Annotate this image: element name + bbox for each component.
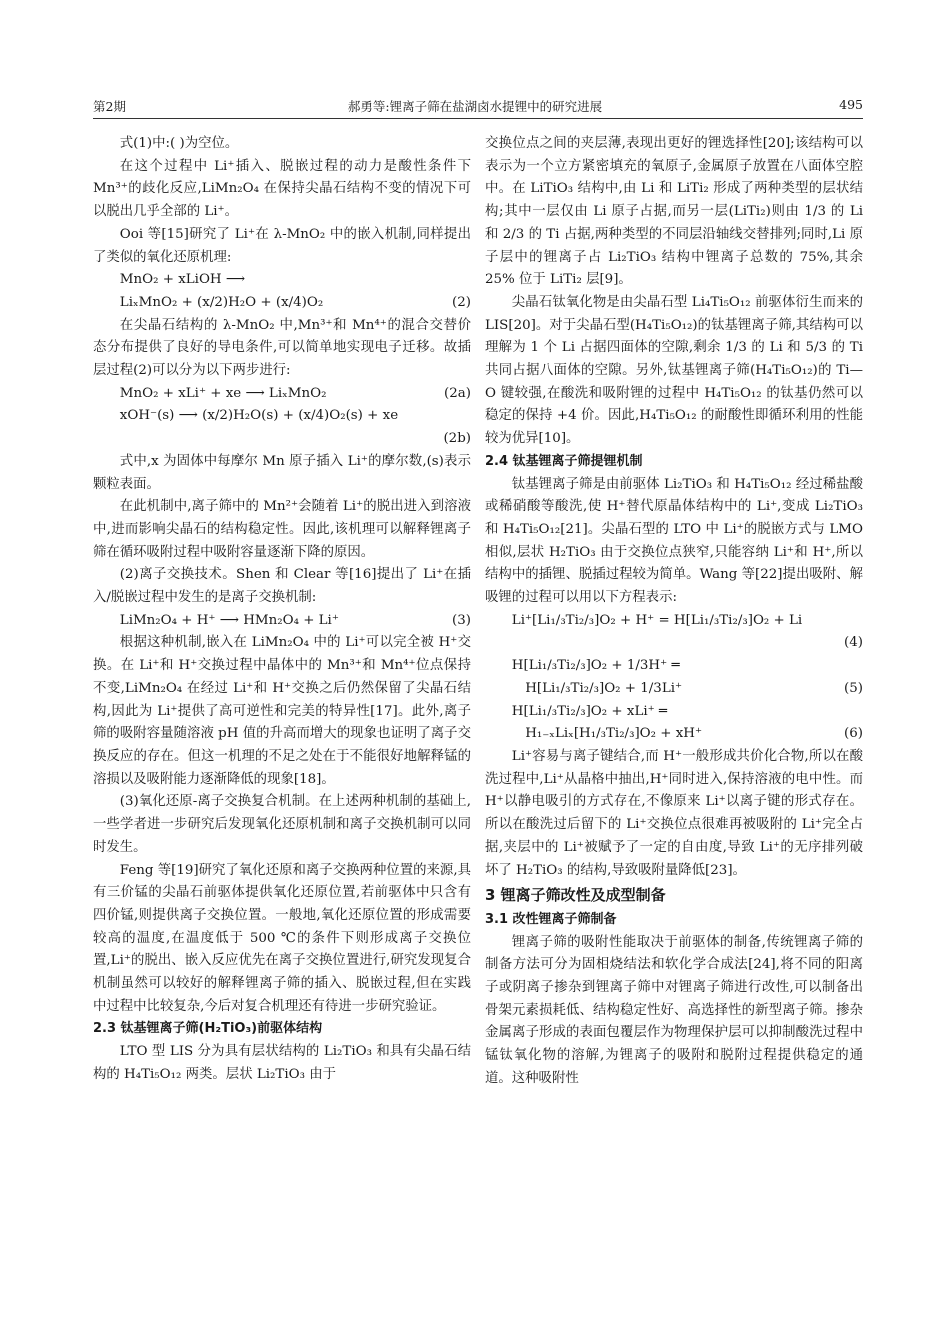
paragraph: Feng 等[19]研究了氧化还原和离子交换两种位置的来源,具有三价锰的尖晶石前驱体提供氧化还原位置,若前驱体中只含有四价锰,则提供离子交换位置。一般地,氧化还原位置的形成需要较高的温度,在温度低于 500 ℃的条件下则形成离子交换位置,Li⁺的脱出、嵌入反应优先在离子交换位置进行,研究发现复合机制虽然可以较好的解释锂离子筛的插入、脱嵌过程,但在实践中过程中比较复杂,今后对复合机理还有待进一步研究验证。 bbox=[93, 862, 471, 1014]
header-rule bbox=[93, 118, 863, 119]
paragraph: 尖晶石钛氧化物是由尖晶石型 Li₄Ti₅O₁₂ 前驱体衍生而来的 LIS[20]。对于尖晶石型(H₄Ti₅O₁₂)的钛基锂离子筛,其结构可以理解为 1 个 Li 占据四面体的空隙,剩余 1/3 的 Li 和 5/3 的 Ti 共同占据八面体的空隙。另外,钛基锂离子筛(H₄Ti₅O₁₂)的 Ti—O 键较强,在酸洗和吸附锂的过程中 H₄Ti₅O₁₂ 的钛基仍然可以稳定的保持 +4 价。因此,H₄Ti₅O₁₂ 的耐酸性即循环利用的性能较为优异[10]。 bbox=[485, 294, 863, 447]
paragraph: 在这个过程中 Li⁺插入、脱嵌过程的动力是酸性条件下 Mn³⁺的歧化反应,LiMn₂O₄ 在保持尖晶石结构不变的情况下可以脱出几乎全部的 Li⁺。 bbox=[93, 158, 471, 220]
equation-4: Li⁺[Li₁/₃Ti₂/₃]O₂ + H⁺ = H[Li₁/₃Ti₂/₃]O₂ + Li bbox=[511, 612, 803, 628]
paragraph: 交换位点之间的夹层薄,表现出更好的锂选择性[20];该结构可以表示为一个立方紧密填充的氧原子,金属原子放置在八面体空腔中。在 LiTiO₃ 结构中,由 Li 和 LiTi₂ 形成了两种类型的层状结构;其中一层仅由 Li 原子占据,而另一层(LiTi₂)则由 1/3 的 Li 和 2/3 的 Ti 占据,两种类型的不同层沿轴线交替排列;同时,Li 原子层中的锂离子占 Li₂TiO₃ 结构中锂离子总数的 75%,其余 25% 位于 LiTi₂ 层[9]。 bbox=[485, 136, 863, 288]
paragraph: 在此机制中,离子筛中的 Mn²⁺会随着 Li⁺的脱出进入到溶液中,进而影响尖晶石的结构稳定性。因此,该机理可以解释锂离子筛在循环吸附过程中吸附容量逐渐下降的原因。 bbox=[93, 499, 471, 560]
paragraph: 锂离子筛的吸附性能取决于前驱体的制备,传统锂离子筛的制备方法可分为固相烧结法和软化学合成法[24],将不同的阳离子或阴离子掺杂到锂离子筛中对锂离子筛进行改性,可以制备出骨架元素损耗低、结构稳定性好、高选择性的新型离子筛。掺杂金属离子形成的表面包覆层作为物理保护层可以抑制酸洗过程中锰钛氧化物的溶解,为锂离子的吸附和脱附过程提供稳定的通道。这种吸附性 bbox=[485, 934, 863, 1086]
section-heading-2-3: 2.3 钛基锂离子筛(H₂TiO₃)前驱体结构 bbox=[93, 1021, 323, 1037]
paragraph: 式(1)中:( )为空位。 bbox=[119, 136, 239, 151]
paragraph: (3)氧化还原-离子交换复合机制。在上述两种机制的基础上,一些学者进一步研究后发现氧化还原机制和离子交换机制可以同时发生。 bbox=[93, 794, 471, 855]
equation-3: LiMn₂O₄ + H⁺ ⟶ HMn₂O₄ + Li⁺ (3) bbox=[119, 612, 471, 628]
equation-6a: H[Li₁/₃Ti₂/₃]O₂ + xLi⁺ ═ bbox=[511, 703, 667, 719]
left-column bbox=[93, 133, 471, 1087]
right-column bbox=[485, 133, 863, 1091]
equation-2a: MnO₂ + xLiOH ⟶ bbox=[119, 272, 246, 288]
section-heading-2-4: 2.4 钛基锂离子筛提锂机制 bbox=[485, 453, 643, 469]
paragraph: Li⁺容易与离子键结合,而 H⁺一般形成共价化合物,所以在酸洗过程中,Li⁺从晶格中抽出,H⁺同时进入,保持溶液的电中性。而 H⁺以静电吸引的方式存在,不像原来 Li⁺以离子键的形式存在。所以在酸洗过后留下的 Li⁺交换位点很难再被吸附的 Li⁺完全占据,夹层中的 Li⁺被赋予了一定的自由度,导致 Li⁺的无序排列破坏了 H₂TiO₃ 的结构,导致吸附量降低[23]。 bbox=[485, 748, 863, 878]
paragraph: 在尖晶石结构的 λ-MnO₂ 中,Mn³⁺和 Mn⁴⁺的混合交替价态分布提供了良好的导电条件,可以简单地实现电子迁移。故插层过程(2)可以分为以下两步进行: bbox=[93, 317, 471, 379]
equation-4-number: (4) bbox=[844, 635, 863, 651]
paragraph: 式中,x 为固体中每摩尔 Mn 原子插入 Li⁺的摩尔数,(s)表示颗粒表面。 bbox=[93, 453, 471, 492]
paragraph: LTO 型 LIS 分为具有层状结构的 Li₂TiO₃ 和具有尖晶石结构的 H₄Ti₅O₁₂ 两类。层状 Li₂TiO₃ 由于 bbox=[93, 1044, 471, 1082]
paragraph: 钛基锂离子筛是由前驱体 Li₂TiO₃ 和 H₄Ti₅O₁₂ 经过稀盐酸或稀硝酸等酸洗,使 H⁺替代原晶体结构中的 Li⁺,变成 Li₂TiO₃ 和 H₄Ti₅O₁₂[21]。尖晶石型的 LTO 中 Li⁺的脱嵌方式与 LMO 相似,层状 H₂TiO₃ 由于交换位点狭窄,只能容纳 Li⁺和 H⁺,所以结构中的插锂、脱插过程较为简单。Wang 等[22]提出吸附、解吸锂的过程可以用以下方程表示: bbox=[485, 476, 863, 606]
equation-2a-step: MnO₂ + xLi⁺ + xe ⟶ LiₓMnO₂ (2a) bbox=[119, 385, 471, 401]
paragraph: (2)离子交换技术。Shen 和 Clear 等[16]提出了 Li⁺在插入/脱嵌过程中发生的是离子交换机制: bbox=[93, 567, 471, 606]
equation-2: LiₓMnO₂ + (x/2)H₂O + (x/4)O₂ (2) bbox=[119, 294, 471, 310]
paragraph: Ooi 等[15]研究了 Li⁺在 λ-MnO₂ 中的嵌入机制,同样提出了类似的氧化还原机理: bbox=[93, 226, 471, 265]
equation-2b-step: xOH⁻(s) ⟶ (x/2)H₂O(s) + (x/4)O₂(s) + xe bbox=[119, 408, 399, 424]
equation-5a: H[Li₁/₃Ti₂/₃]O₂ + 1/3H⁺ ═ bbox=[511, 658, 680, 674]
section-heading-3-1: 3.1 改性锂离子筛制备 bbox=[485, 911, 617, 927]
running-header-title: 郝勇等:锂离子筛在盐湖卤水提锂中的研究进展 bbox=[347, 99, 603, 114]
equation-5: H[Li₁/₃Ti₂/₃]O₂ + 1/3Li⁺ (5) bbox=[525, 680, 863, 696]
section-heading-3: 3 锂离子筛改性及成型制备 bbox=[485, 886, 666, 905]
running-header-issue: 第2期 bbox=[93, 99, 126, 114]
equation-2b-number: (2b) bbox=[443, 431, 471, 447]
paragraph: 根据这种机制,嵌入在 LiMn₂O₄ 中的 Li⁺可以完全被 H⁺交换。在 Li⁺和 H⁺交换过程中晶体中的 Mn³⁺和 Mn⁴⁺位点保持不变,LiMn₂O₄ 在经过 Li⁺和 H⁺交换之后仍然保留了尖晶石结构,因此为 Li⁺提供了高可逆性和完美的特异性[17]。此外,离子筛的吸附容量随溶液 pH 值的升高而增大的现象也证明了离子交换反应的存在。但这一机理的不足之处在于不能很好地解释锰的溶损以及吸附能力逐渐降低的现象[18]。 bbox=[93, 635, 471, 787]
equation-6: H₁₋ₓLiₓ[H₁/₃Ti₂/₃]O₂ + xH⁺ (6) bbox=[525, 726, 863, 742]
page-number: 495 bbox=[839, 97, 863, 112]
